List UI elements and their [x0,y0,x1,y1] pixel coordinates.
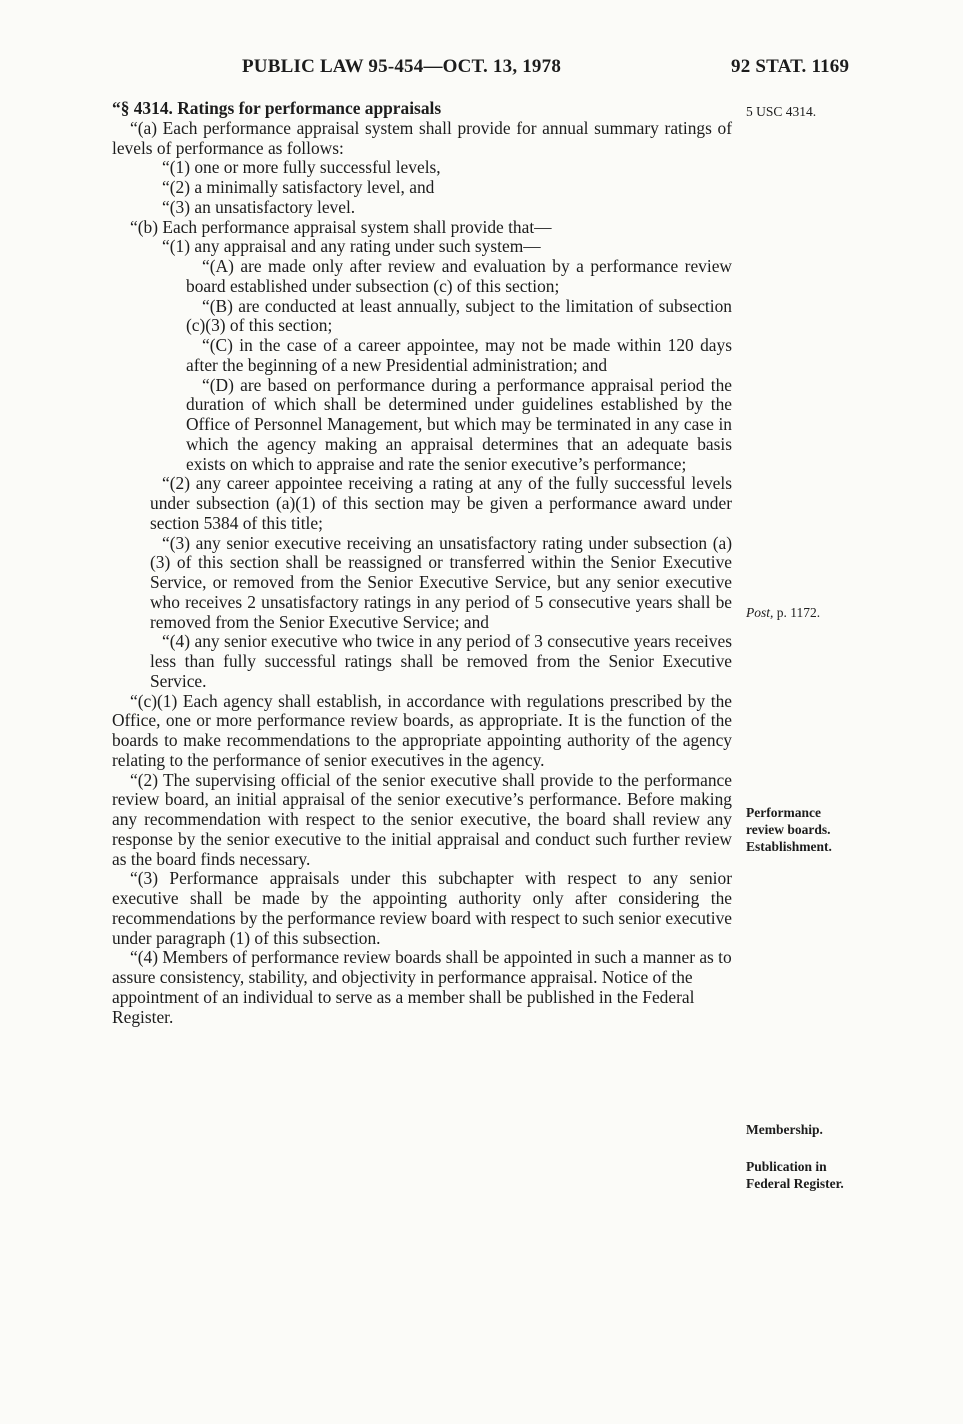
running-header-left: PUBLIC LAW 95-454—OCT. 13, 1978 [242,56,562,77]
paragraph-b3: “(3) any senior executive receiving an unsatisfactory rating under subsection (a)(3) of this section shall be reassigned or transferred within the Senior Executive Service, or removed from the Senior Executive Service, but any senior executive who receives 2 unsatisfactory ratings in any period of 5 consecutive years shall be removed from the Senior Executive Service; and [150,532,732,632]
margin-note-line: Establishment. [746,839,832,854]
subsection-c2: “(2) The supervising official of the senior executive shall provide to the performance review board, an initial appraisal of the senior executive’s performance. Before making any recommendation with respect to the senior executive, the board shall review any response by the senior executive to the initial appraisal and conduct such further review as the board finds necessary. [112,769,732,869]
margin-note-post-italic: Post, [746,605,774,620]
subsection-c4: “(4) Members of performance review boards shall be appointed in such a manner as to assure consistency, stability, and objectivity in performance appraisal. Notice of the appointment of an individual to serve as a member shall be published in the Federal Register. [112,947,732,1027]
clause-b1c: “(C) in the case of a career appointee, may not be made within 120 days after the beginning of a new Presidential administration; and [186,335,732,375]
paragraph-a1: “(1) one or more fully successful levels, [162,157,441,178]
margin-note-membership [746,1121,823,1138]
clause-b1a: “(A) are made only after review and evaluation by a performance review board established under subsection (c) of this section; [186,256,732,296]
clause-b1d: “(D) are based on performance during a performance appraisal period the duration of which shall be determined under guidelines established by the Office of Personnel Management, but which may be terminated in any case in which the agency making an appraisal determines that an adequate basis exists on which to appraise and rate the senior executive’s performance; [186,374,732,474]
margin-note-line: review boards. [746,822,831,837]
margin-note-post [746,604,820,621]
margin-note-line: Publication in [746,1159,827,1174]
margin-note-usc-text: 5 USC 4314. [746,104,817,119]
paragraph-b1: “(1) any appraisal and any rating under such system— [162,236,541,257]
paragraph-a2: “(2) a minimally satisfactory level, and [162,177,435,197]
margin-note-performance-review-boards [746,804,832,855]
margin-note-line: Membership. [746,1122,823,1137]
margin-note-line: Federal Register. [746,1176,844,1191]
margin-note-line: Performance [746,805,821,820]
clause-b1b: “(B) are conducted at least annually, subject to the limitation of subsection (c)(3) of this section; [186,295,732,336]
paragraph-a3: “(3) an unsatisfactory level. [162,196,356,217]
margin-note-publication [746,1158,844,1192]
running-header-right: 92 STAT. 1169 [731,56,850,77]
margin-note-usc [746,103,816,120]
paragraph-b4: “(4) any senior executive who twice in any period of 3 consecutive years receives less than fully successful ratings shall be removed from the Senior Executive Service. [150,631,732,691]
subsection-c3: “(3) Performance appraisals under this subchapter with respect to any senior executive shall be made by the appointing authority only after considering the recommendations by the performance review board with respect to such senior executive under paragraph (1) of this subsection. [112,868,732,948]
section-heading: “§ 4314. Ratings for performance appraisals [112,98,442,118]
subsection-c1: “(c)(1) Each agency shall establish, in accordance with regulations prescribed by the Office, one or more performance review boards, as appropriate. It is the function of the boards to make recommendations to the appropriate appointing authority of the agency relating to the performance of senior executives in the agency. [112,690,732,770]
subsection-a: “(a) Each performance appraisal system shall provide for annual summary ratings of levels of performance as follows: [112,117,732,158]
subsection-b: “(b) Each performance appraisal system shall provide that— [130,216,552,237]
statute-body [112,99,732,1027]
margin-note-post-page: p. 1172. [773,605,821,620]
paragraph-b2: “(2) any career appointee receiving a rating at any of the fully successful levels under subsection (a)(1) of this section may be given a performance award under section 5384 of this title; [150,473,732,533]
